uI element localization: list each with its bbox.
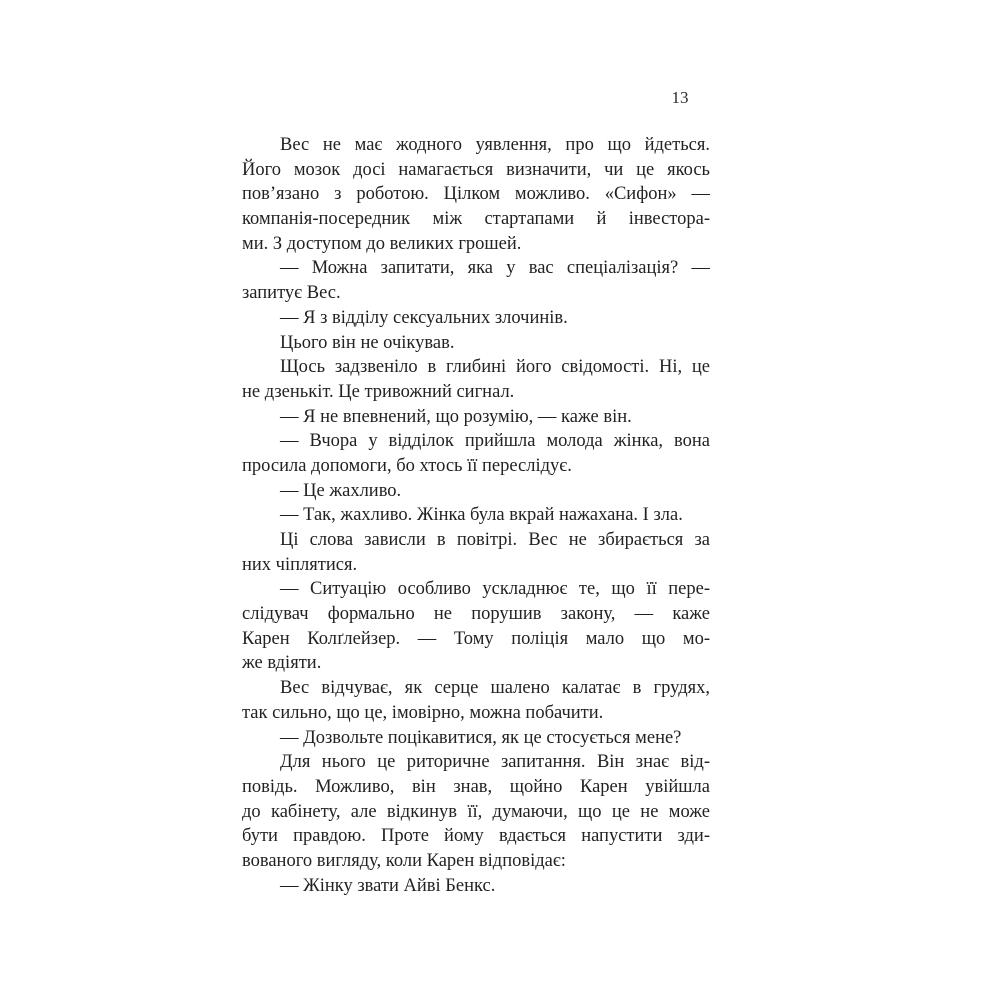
text-line: пов’язано з роботою. Цілком можливо. «Сифон» — [242, 184, 710, 205]
page-number: 13 [671, 88, 689, 107]
text-line: вованого вигляду, коли Карен відповідає: [242, 850, 566, 871]
text-line: — Я не впевнений, що розумію, — каже він. [280, 406, 632, 427]
text-line: просила допомоги, бо хтось її переслідує. [242, 455, 572, 476]
text-line: — Так, жахливо. Жінка була вкрай нажахана. І зла. [280, 505, 683, 526]
text-line: Щось задзвеніло в глибині його свідомості. Ні, це [280, 357, 710, 378]
text-line: повідь. Можливо, він знав, щойно Карен увійшла [242, 776, 710, 797]
text-line: же вдіяти. [242, 653, 322, 674]
text-block [242, 133, 710, 898]
text-line: Вес відчуває, як серце шалено калатає в грудях, [280, 678, 710, 699]
text-line: — Ситуацію особливо ускладнює те, що її пере- [280, 579, 710, 600]
text-line: ми. З доступом до великих грошей. [242, 233, 522, 254]
text-line: не дзенькіт. Це тривожний сигнал. [242, 381, 515, 402]
text-line: Для нього це риторичне запитання. Він знає від- [280, 752, 710, 773]
text-line: — Дозвольте поцікавитися, як це стосується мене? [280, 727, 682, 748]
text-line: до кабінету, але відкинув її, думаючи, що це не може [242, 801, 710, 822]
text-line: — Це жахливо. [280, 480, 402, 501]
text-line: компанія-посередник між стартапами й інвестора- [242, 209, 710, 230]
text-line: Його мозок досі намагається визначити, чи це якось [242, 159, 710, 180]
text-line: бути правдою. Проте йому вдається напустити зди- [242, 826, 710, 847]
text-line: — Вчора у відділок прийшла молода жінка, вона [280, 431, 710, 452]
text-line: Вес не має жодного уявлення, про що йдеться. [280, 135, 710, 155]
text-line: Цього він не очікував. [280, 332, 455, 353]
text-line: так сильно, що це, імовірно, можна побачити. [242, 702, 604, 723]
text-line: Ці слова зависли в повітрі. Вес не збирається за [280, 530, 710, 550]
text-line: запитує Вес. [242, 283, 341, 304]
text-line: них чіплятися. [242, 554, 358, 575]
text-line: — Можна запитати, яка у вас спеціалізація? — [280, 258, 710, 279]
text-line: — Я з відділу сексуальних злочинів. [280, 307, 568, 328]
text-line: Карен Колґлейзер. — Тому поліція мало що мо- [242, 628, 710, 649]
text-line: — Жінку звати Айві Бенкс. [280, 875, 496, 896]
text-line: слідувач формально не порушив закону, — каже [242, 604, 710, 625]
